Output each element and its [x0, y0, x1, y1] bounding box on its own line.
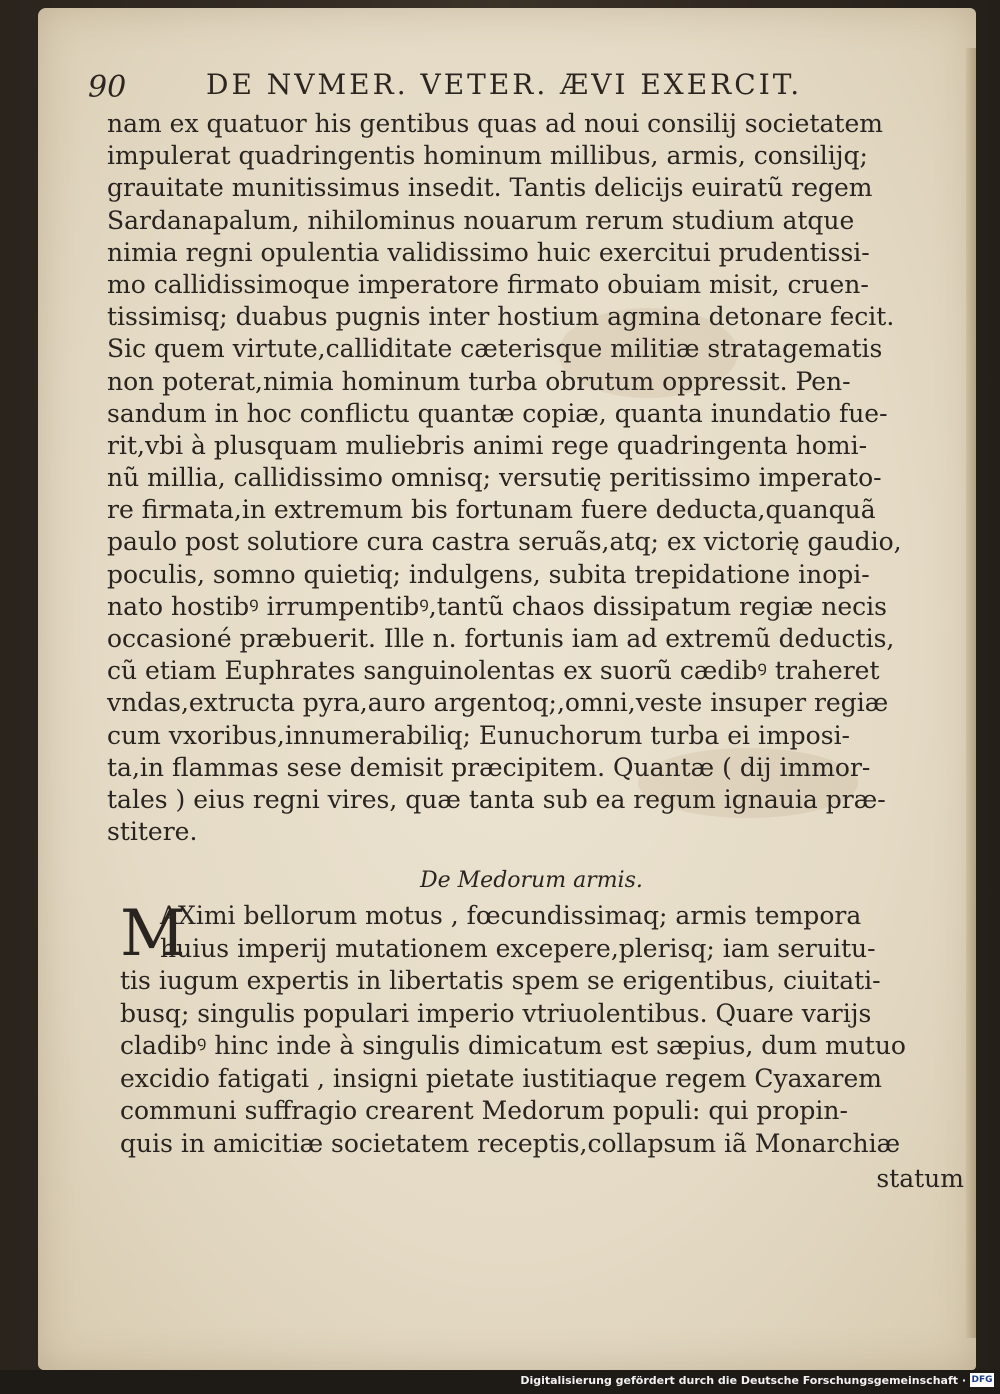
digitization-credit: Digitalisierung gefördert durch die Deutsche Forschungsgemeinschaft ·: [520, 1374, 966, 1387]
text-line: quis in amicitiæ societatem receptis,collapsum iã Monarchiæ: [120, 1128, 901, 1158]
text-line: non poterat,nimia hominum turba obrutum oppressit. Pen-: [107, 366, 851, 396]
text-line: sandum in hoc conflictu quantæ copiæ, quanta inundatio fue-: [107, 398, 888, 428]
text-line: nũ millia, callidissimo omnisq; versutię peritissimo imperato-: [107, 463, 882, 493]
text-line: tis iugum expertis in libertatis spem se erigentibus, ciuitati-: [120, 966, 881, 995]
body-text: [107, 108, 912, 848]
text-line: AXimi bellorum motus , fœcundissimaq; armis tempora: [160, 901, 862, 930]
text-line: ta,in flammas sese demisit præcipitem. Quantæ ( dij immor-: [107, 752, 871, 782]
page-edge: [966, 48, 976, 1338]
text-line: grauitate munitissimus insedit. Tantis delicijs euiratũ regem: [107, 173, 873, 203]
dfg-logo: DFG: [971, 1375, 993, 1385]
text-line: cũ etiam Euphrates sanguinolentas ex suorũ cædibꝰ traheret: [107, 656, 880, 686]
text-line: communi suffragio crearent Medorum populi: qui propin-: [120, 1096, 848, 1125]
running-head: [88, 64, 848, 104]
text-line: stitere.: [107, 817, 198, 847]
text-line: tissimisq; duabus pugnis inter hostium agmina detonare fecit.: [107, 302, 895, 332]
drop-capital: M: [120, 897, 186, 971]
text-line: huius imperij mutationem excepere,plerisq; iam seruitu-: [160, 933, 876, 963]
section-text: [120, 897, 930, 1160]
header-title: DE NVMER. VETER. ÆVI EXERCIT.: [206, 68, 803, 101]
catchword: statum: [876, 1164, 964, 1193]
text-line: nato hostibꝰ irrumpentibꝰ,tantũ chaos dissipatum regiæ necis: [107, 591, 887, 621]
text-line: Sardanapalum, nihilominus nouarum rerum studium atque: [107, 205, 855, 235]
text-line: cladibꝰ hinc inde à singulis dimicatum est sæpius, dum mutuo: [120, 1031, 906, 1060]
text-line: rit,vbi à plusquam muliebris animi rege quadringenta homi-: [107, 430, 868, 460]
text-line: tales ) eius regni vires, quæ tanta sub ea regum ignauia præ-: [107, 784, 886, 814]
section-heading: De Medorum armis.: [420, 868, 643, 893]
page-number: 90: [88, 70, 127, 105]
text-line: nam ex quatuor his gentibus quas ad noui consilij societatem: [107, 109, 883, 138]
text-line: cum vxoribus,innumerabiliq; Eunuchorum turba ei imposi-: [107, 720, 851, 750]
text-line: impulerat quadringentis hominum millibus, armis, consilijq;: [107, 141, 868, 171]
footer-bar: [0, 1370, 1000, 1394]
text-line: nimia regni opulentia validissimo huic exercitui prudentissi-: [107, 237, 870, 267]
text-line: Sic quem virtute,calliditate cæterisque militiæ stratagematis: [107, 334, 883, 364]
text-line: mo callidissimoque imperatore firmato obuiam misit, cruen-: [107, 269, 869, 299]
text-line: busq; singulis populari imperio vtriuolentibus. Quare varijs: [120, 998, 872, 1028]
text-line: excidio fatigati , insigni pietate iustitiaque regem Cyaxarem: [120, 1063, 882, 1093]
text-line: poculis, somno quietiq; indulgens, subita trepidatione inopi-: [107, 559, 870, 589]
text-line: paulo post solutiore cura castra seruãs,atq; ex victorię gaudio,: [107, 527, 902, 557]
text-line: re firmata,in extremum bis fortunam fuere deducta,quanquã: [107, 495, 876, 525]
text-line: occasioné præbuerit. Ille n. fortunis iam ad extremũ deductis,: [107, 624, 895, 653]
text-line: vndas,extructa pyra,auro argentoq;,omni,veste insuper regiæ: [107, 688, 889, 718]
